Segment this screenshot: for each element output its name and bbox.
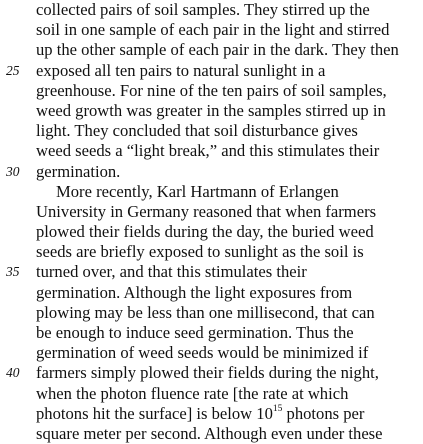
line-text: plowing may be less than one millisecond, that can bbox=[36, 302, 375, 322]
line-text: be enough to induce seed germination. Thus the bbox=[36, 323, 354, 342]
line-text: farmers simply plowed their fields during the night, bbox=[36, 363, 379, 383]
line-text: turned over, and that this stimulates their bbox=[36, 262, 307, 282]
line-text: plowed their fields during the day, the buried weed bbox=[36, 222, 374, 242]
passage-line bbox=[0, 81, 423, 101]
passage-line bbox=[0, 283, 423, 303]
line-text: exposed all ten pairs to natural sunlight in a bbox=[36, 60, 326, 80]
passage-line bbox=[0, 222, 423, 242]
line-text: germination of weed seeds would be minimized if bbox=[36, 343, 369, 363]
line-number: 40 bbox=[6, 365, 20, 381]
passage-line bbox=[0, 61, 423, 81]
passage-line bbox=[0, 20, 423, 40]
passage-line bbox=[0, 343, 423, 363]
passage-line bbox=[0, 0, 423, 20]
passage-line bbox=[0, 40, 423, 60]
paragraph-start-line bbox=[0, 182, 423, 202]
line-text: University in Germany reasoned that when farmers bbox=[36, 201, 377, 221]
line-text: germination. bbox=[36, 161, 121, 181]
line-text: germination. Although the light exposures from bbox=[36, 282, 353, 302]
line-text: weed seeds a “light break,” and this stimulates their bbox=[36, 141, 380, 161]
line-text: greenhouse. For nine of the ten pairs of soil samples, bbox=[36, 80, 387, 100]
line-number: 35 bbox=[6, 264, 20, 280]
passage-line bbox=[0, 242, 423, 262]
passage-line bbox=[0, 121, 423, 141]
passage-line bbox=[0, 363, 423, 383]
line-number: 30 bbox=[6, 163, 20, 179]
line-number: 25 bbox=[6, 62, 20, 78]
exponent-superscript: 15 bbox=[272, 404, 283, 415]
line-text: photons hit the surface] is below 10 bbox=[36, 403, 273, 423]
passage-line bbox=[0, 141, 423, 161]
line-text: weed growth was greater in the samples stirred up in bbox=[36, 100, 386, 120]
passage-line bbox=[0, 424, 423, 444]
passage-line bbox=[0, 384, 423, 404]
line-text-continued: photons per bbox=[282, 403, 365, 423]
line-text: soil in one sample of each pair in the light and stirred bbox=[36, 20, 390, 40]
line-text: light. They concluded that soil disturbance gives bbox=[36, 121, 358, 141]
passage-line bbox=[0, 404, 423, 424]
passage-line bbox=[0, 303, 423, 323]
line-text: More recently, Karl Hartmann of Erlangen bbox=[56, 181, 339, 201]
line-text: up the other sample of each pair in the dark. They then bbox=[36, 40, 399, 60]
passage-line bbox=[0, 101, 423, 121]
passage-line bbox=[0, 262, 423, 282]
passage-line bbox=[0, 202, 423, 222]
line-text: seeds are briefly exposed to sunlight as the soil is bbox=[36, 242, 364, 262]
line-text: square meter per second. Although even under these bbox=[36, 423, 383, 443]
passage-line bbox=[0, 323, 423, 343]
line-text: when the photon fluence rate [the rate at which bbox=[36, 383, 349, 403]
passage-line bbox=[0, 162, 423, 182]
line-text: collected pairs of soil samples. They stirred up the bbox=[36, 0, 370, 19]
